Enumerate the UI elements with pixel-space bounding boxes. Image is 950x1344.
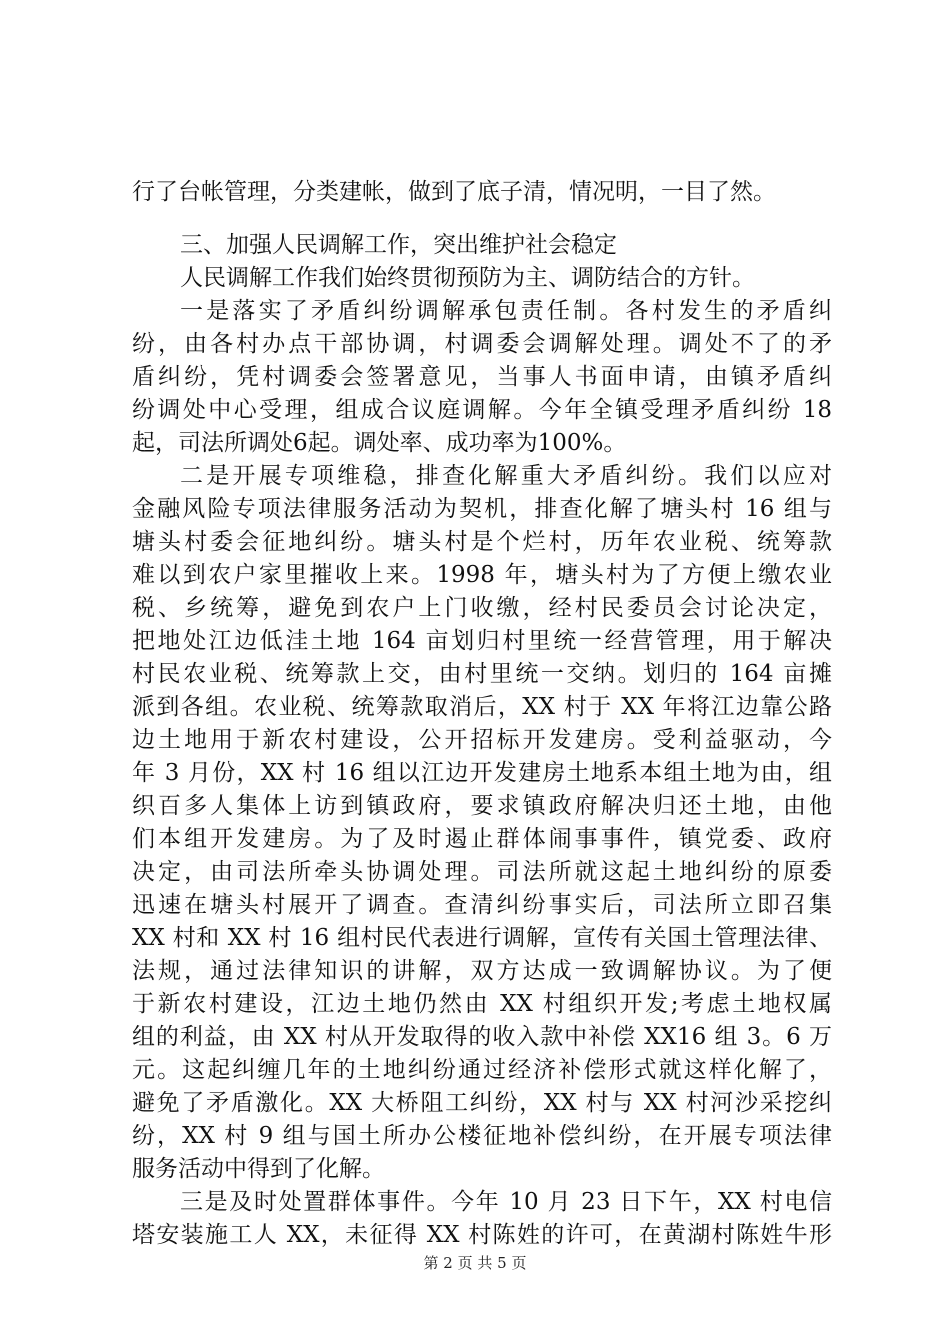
paragraph-line: 三是及时处置群体事件。今年 10 月 23 日下午，XX 村电信 xyxy=(180,1189,832,1215)
page-number-footer: 第 2 页 共 5 页 xyxy=(423,1254,527,1272)
paragraph-line: XX 村和 XX 村 16 组村民代表进行调解，宣传有关国土管理法律、 xyxy=(132,925,832,951)
paragraph-line: 迅速在塘头村展开了调查。查清纠纷事实后，司法所立即召集 xyxy=(132,892,832,918)
paragraph-line: 塔安装施工人 XX，未征得 XX 村陈姓的许可，在黄湖村陈姓牛形 xyxy=(132,1222,832,1248)
paragraph-line: 边土地用于新农村建设，公开招标开发建房。受利益驱动，今 xyxy=(132,727,832,753)
paragraph-line: 织百多人集体上访到镇政府，要求镇政府解决归还土地，由他 xyxy=(132,793,832,819)
paragraph-line: 行了台帐管理，分类建帐，做到了底子清，情况明，一目了然。 xyxy=(132,179,776,205)
paragraph-line: 把地处江边低洼土地 164 亩划归村里统一经营管理，用于解决 xyxy=(132,628,832,654)
paragraph-line: 们本组开发建房。为了及时遏止群体闹事事件，镇党委、政府 xyxy=(132,826,832,852)
paragraph-line: 塘头村委会征地纠纷。塘头村是个烂村，历年农业税、统筹款 xyxy=(132,529,832,555)
paragraph-line: 难以到农户家里摧收上来。1998 年，塘头村为了方便上缴农业 xyxy=(132,562,832,588)
paragraph-line: 人民调解工作我们始终贯彻预防为主、调防结合的方针。 xyxy=(180,265,755,291)
paragraph-line: 年 3 月份，XX 村 16 组以江边开发建房土地系本组土地为由，组 xyxy=(132,760,832,786)
paragraph-line: 法规，通过法律知识的讲解，双方达成一致调解协议。为了便 xyxy=(132,958,832,984)
paragraph-line: 村民农业税、统筹款上交，由村里统一交纳。划归的 164 亩摊 xyxy=(132,661,832,687)
paragraph-line: 起，司法所调处6起。调处率、成功率为100%。 xyxy=(132,430,627,456)
paragraph-line: 盾纠纷，凭村调委会签署意见，当事人书面申请，由镇矛盾纠 xyxy=(132,364,832,390)
paragraph-line: 于新农村建设，江边土地仍然由 XX 村组织开发;考虑土地权属 xyxy=(132,991,832,1017)
paragraph-line: 纷调处中心受理，组成合议庭调解。今年全镇受理矛盾纠纷 18 xyxy=(132,397,832,423)
paragraph-line: 金融风险专项法律服务活动为契机，排查化解了塘头村 16 组与 xyxy=(132,496,832,522)
section-heading: 三、加强人民调解工作，突出维护社会稳定 xyxy=(180,232,617,258)
paragraph-line: 避免了矛盾激化。XX 大桥阻工纠纷，XX 村与 XX 村河沙采挖纠 xyxy=(132,1090,832,1116)
paragraph-line: 一是落实了矛盾纠纷调解承包责任制。各村发生的矛盾纠 xyxy=(180,298,832,324)
paragraph-line: 服务活动中得到了化解。 xyxy=(132,1156,385,1182)
paragraph-line: 派到各组。农业税、统筹款取消后，XX 村于 XX 年将江边靠公路 xyxy=(132,694,832,720)
paragraph-line: 税、乡统筹，避免到农户上门收缴，经村民委员会讨论决定， xyxy=(132,595,832,621)
paragraph-line: 二是开展专项维稳，排查化解重大矛盾纠纷。我们以应对 xyxy=(180,463,832,489)
paragraph-line: 元。这起纠缠几年的土地纠纷通过经济补偿形式就这样化解了， xyxy=(132,1057,832,1083)
paragraph-line: 纷，XX 村 9 组与国土所办公楼征地补偿纠纷，在开展专项法律 xyxy=(132,1123,832,1149)
paragraph-line: 组的利益，由 XX 村从开发取得的收入款中补偿 XX16 组 3。6 万 xyxy=(132,1024,832,1050)
paragraph-line: 纷，由各村办点干部协调，村调委会调解处理。调处不了的矛 xyxy=(132,331,832,357)
paragraph-line: 决定，由司法所牵头协调处理。司法所就这起土地纠纷的原委 xyxy=(132,859,832,885)
